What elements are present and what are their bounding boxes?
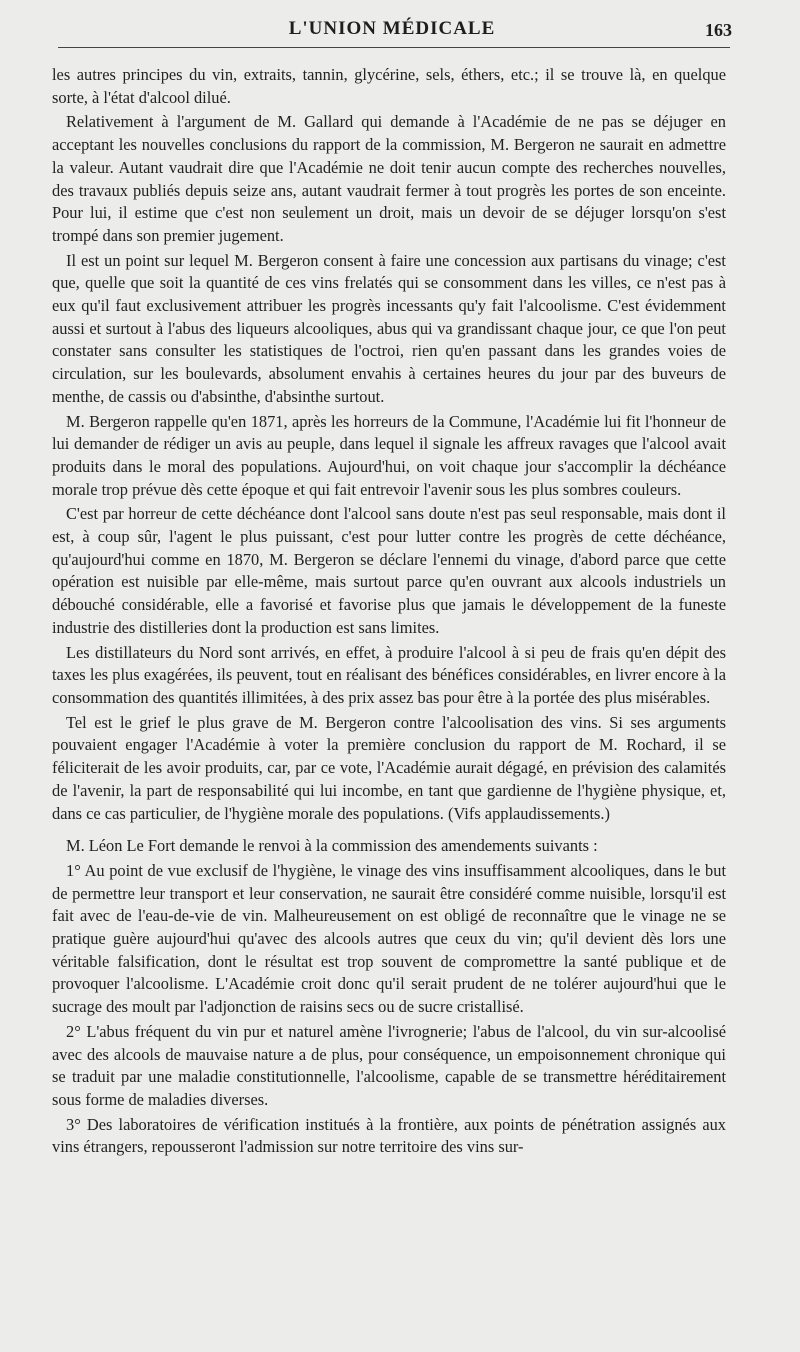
paragraph: M. Léon Le Fort demande le renvoi à la commission des amendements suivants : — [66, 836, 598, 856]
header-rule — [58, 47, 730, 48]
body-text — [52, 64, 726, 1161]
paragraph: 1° Au point de vue exclusif de l'hygiène, le vinage des vins insuffisamment alcooliques, dans le but de permettre leur transport et leur conservation, ne saurait être considéré comme nuisible, lorsqu'il est fait avec de l'eau-de-vie de vin. Malheureusement on est obligé de reconnaître que le vinage ne se pratique guère aujourd'hui qu'avec des alcools autres que ceux du vin; qu'il devient dès lors une véritable falsification, dont le résultat est trop souvent de compromettre la santé publique et de provoquer l'alcoolisme. L'Académie croit donc qu'il serait prudent de ne tolérer aujourd'hui que le sucrage des moult par l'adjonction de raisins secs ou de sucre cristallisé. — [52, 860, 726, 1017]
page-number: 163 — [705, 20, 732, 40]
paragraph: 3° Des laboratoires de vérification institués à la frontière, aux points de pénétration assignés aux vins étrangers, repousseront l'admission sur notre territoire des vins sur- — [52, 1114, 726, 1157]
paragraph: Tel est le grief le plus grave de M. Bergeron contre l'alcoolisation des vins. Si ses arguments pouvaient engager l'Académie à voter la première conclusion du rapport de M. Rochard, il se féliciterait de les avoir produits, car, par ce vote, l'Académie aurait dégagé, en prévision des calamités de l'avenir, la part de responsabilité qui lui incombe, en tant que gardienne de l'hygiène physique, et, dans ce cas particulier, de l'hygiène morale des populations. (Vifs applaudissements.) — [52, 712, 726, 823]
paragraph: Les distillateurs du Nord sont arrivés, en effet, à produire l'alcool à si peu de frais qu'en dépit des taxes les plus exagérées, ils peuvent, tout en réalisant des bénéfices considérables, en livrer encore à la consommation des quantités illimitées, à des prix assez bas pour être à la portée des plus misérables. — [52, 642, 726, 707]
paragraph: 2° L'abus fréquent du vin pur et naturel amène l'ivrognerie; l'abus de l'alcool, du vin sur-alcoolisé avec des alcools de mauvaise nature a de plus, pour conséquence, un empoisonnement chronique qui se traduit par une maladie constitutionnelle, l'alcoolisme, capable de se transmettre héréditairement sous forme de maladies diverses. — [52, 1021, 726, 1109]
paragraph: les autres principes du vin, extraits, tannin, glycérine, sels, éthers, etc.; il se trouve là, en quelque sorte, à l'état d'alcool dilué. — [52, 65, 726, 107]
paragraph: Il est un point sur lequel M. Bergeron consent à faire une concession aux partisans du vinage; c'est que, quelle que soit la quantité de ces vins frelatés qui se consomment dans les villes, ce n'est pas à eux qu'il faut exclusivement attribuer les progrès incessants qu'y fait l'alcoolisme. C'est évidemment aussi et surtout à l'abus des liqueurs alcooliques, abus qui va grandissant chaque jour, ce que l'on peut constater sans consulter les statistiques de l'octroi, rien qu'en passant dans les grandes voies de circulation, sur les boulevards, absolument envahis à certaines heures du jour par des buveurs de menthe, de cassis ou d'absinthe, d'absinthe surtout. — [52, 250, 726, 406]
paragraph: M. Bergeron rappelle qu'en 1871, après les horreurs de la Commune, l'Académie lui fit l'honneur de lui demander de rédiger un avis au peuple, dans lequel il signale les affreux ravages que l'alcool avait produits dans le moral des populations. Aujourd'hui, on voit chaque jour s'accomplir la déchéance morale trop prévue dès cette époque et qui fait entrevoir l'avenir sous les plus sombres couleurs. — [52, 411, 726, 499]
running-title: L'UNION MÉDICALE — [288, 18, 496, 39]
paragraph: Relativement à l'argument de M. Gallard qui demande à l'Académie de ne pas se déjuger en acceptant les nouvelles conclusions du rapport de la commission, M. Bergeron ne saurait en admettre la valeur. Autant vaudrait dire que l'Académie ne doit tenir aucun compte des recherches nouvelles, des travaux publiés depuis seize ans, autant vaudrait fermer à tout progrès les portes de son enceinte. Pour lui, il estime que c'est non seulement un droit, mais un devoir de se déjuger lorsqu'on s'est trompé dans son premier jugement. — [52, 112, 726, 245]
paragraph: C'est par horreur de cette déchéance dont l'alcool sans doute n'est pas seul responsable, mais dont il est, à coup sûr, l'agent le plus puissant, c'est pour lutter contre les progrès de cette déchéance, qu'aujourd'hui comme en 1870, M. Bergeron se déclare l'ennemi du vinage, d'abord parce que cette opération est nuisible par elle-même, mais surtout parce qu'en ouvrant aux alcools industriels un débouché considérable, elle a favorisé et favorise plus que jamais le développement de la funeste industrie des distilleries dont la production est sans limites. — [52, 504, 726, 637]
page-header — [52, 16, 732, 46]
